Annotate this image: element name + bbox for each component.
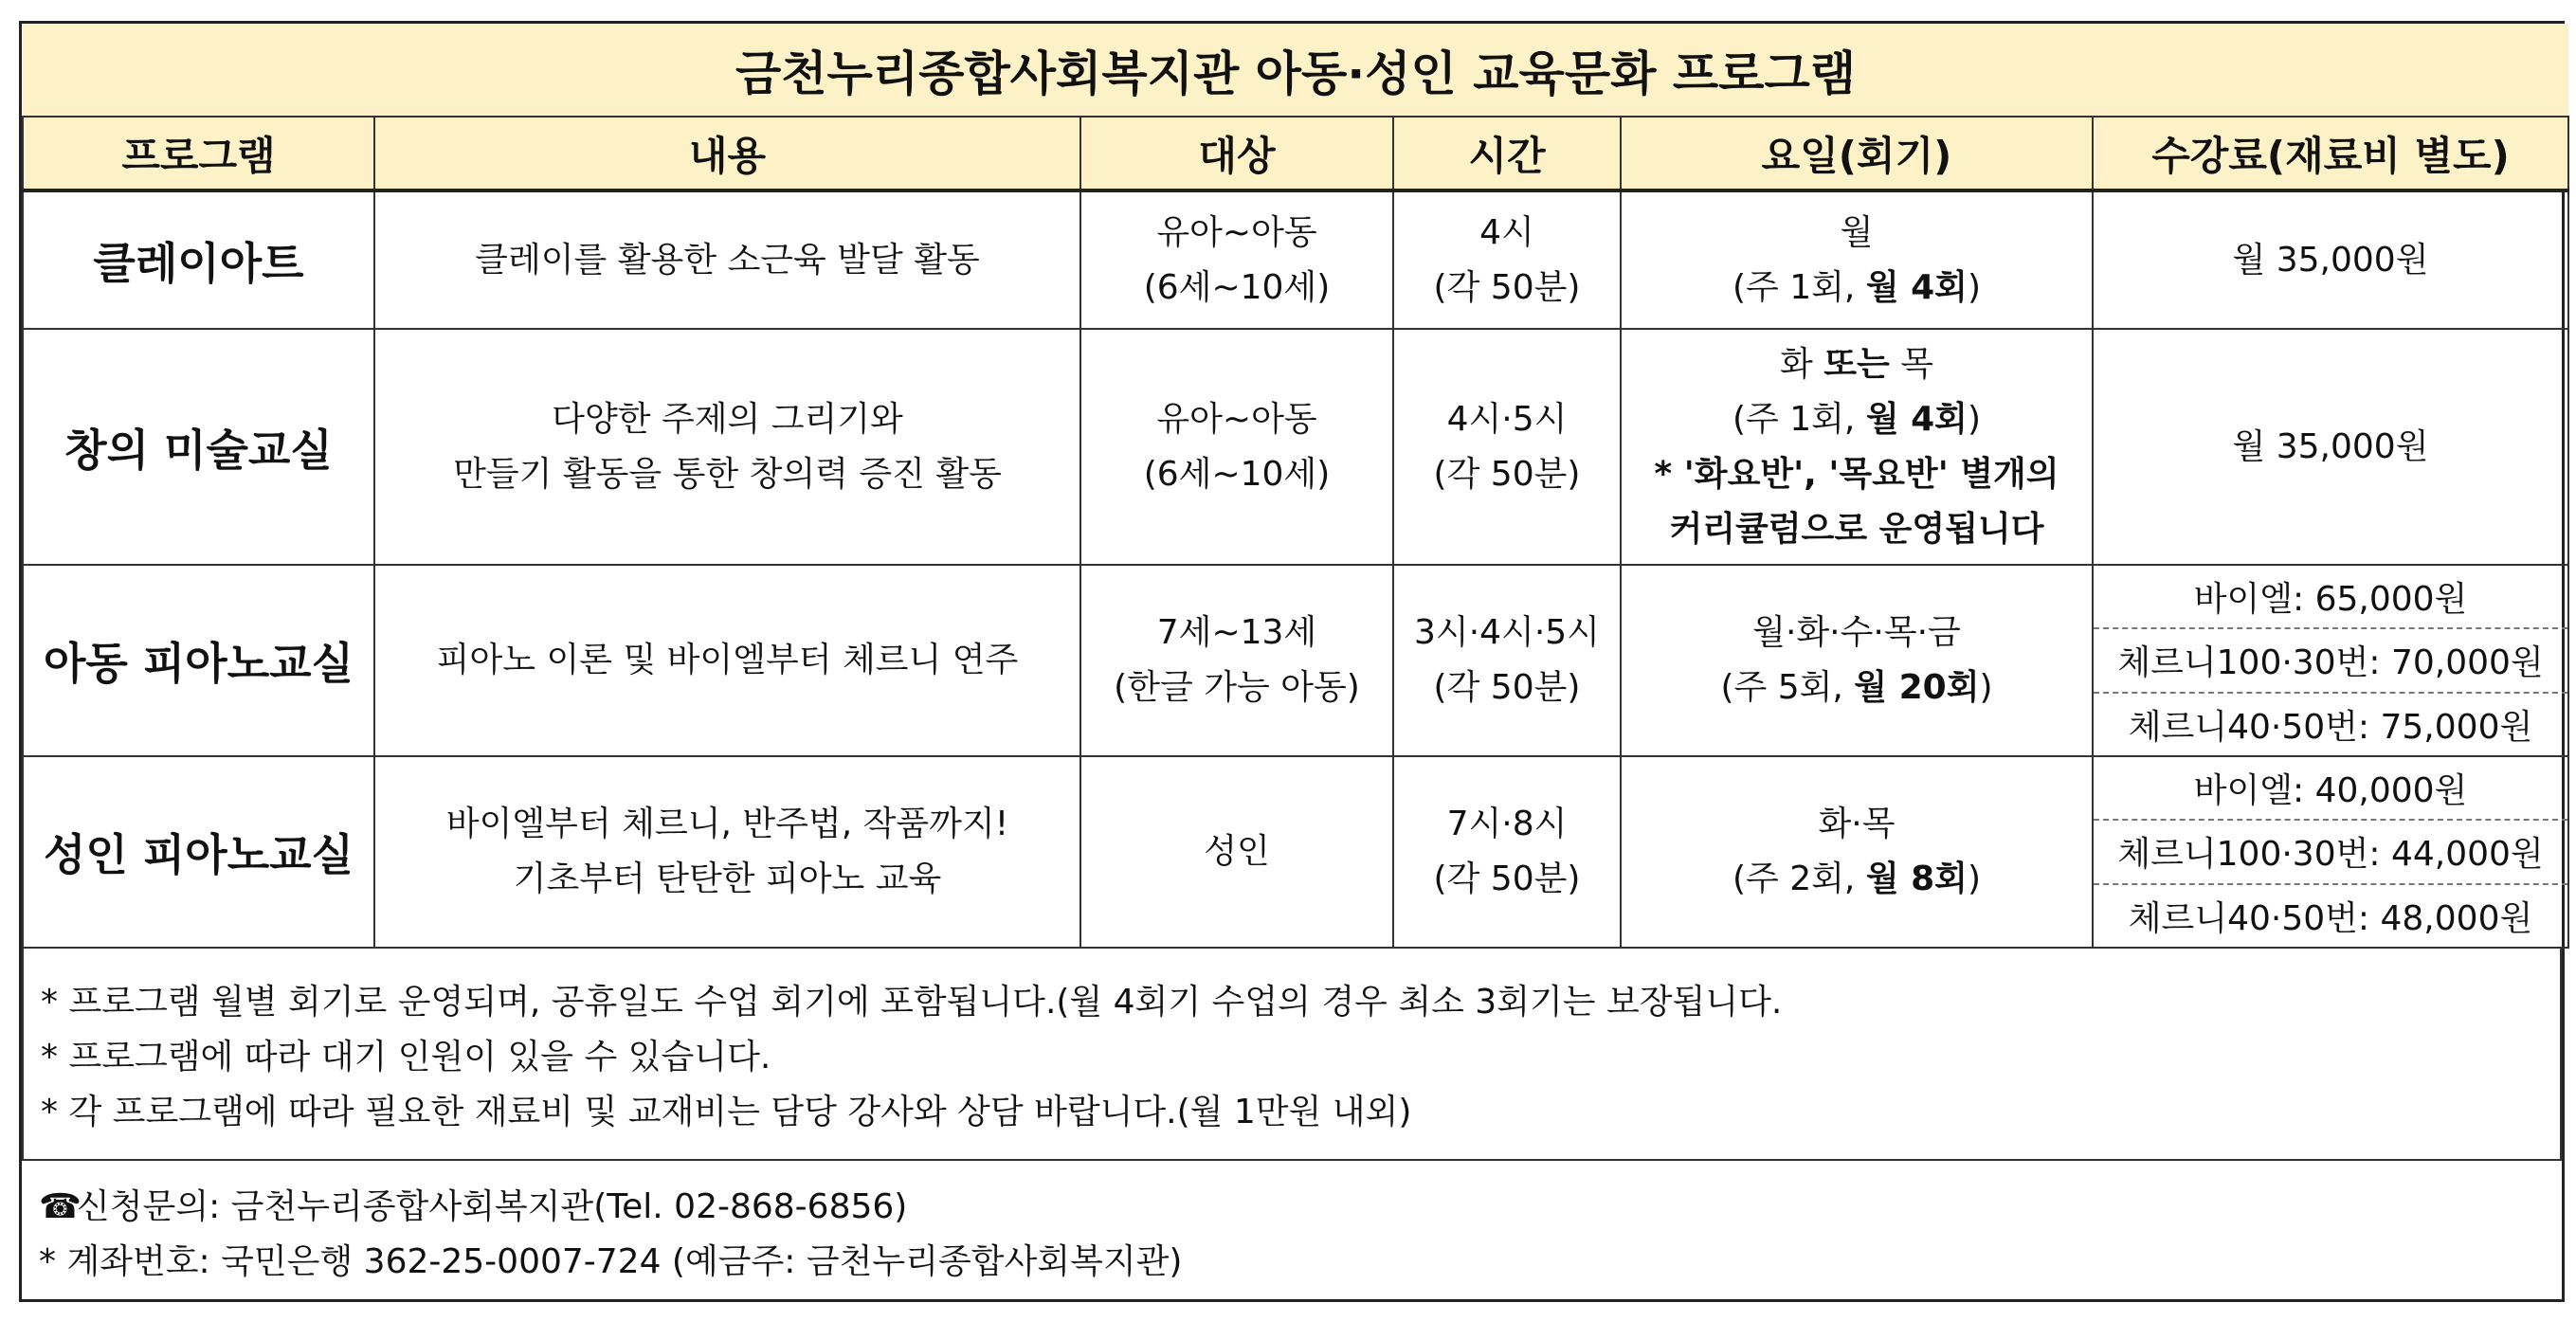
program-content: 다양한 주제의 그리기와 만들기 활동을 통한 창의력 증진 활동 — [374, 329, 1080, 565]
notes-section — [22, 949, 2562, 1161]
program-target: 7세~13세 (한글 가능 아동) — [1080, 565, 1393, 756]
note-line: * 프로그램에 따라 대기 인원이 있을 수 있습니다. — [41, 1038, 771, 1077]
table-row — [23, 329, 2568, 565]
program-time: 3시·4시·5시 (각 50분) — [1393, 565, 1621, 756]
header-time: 시간 — [1393, 117, 1621, 190]
header-target: 대상 — [1080, 117, 1393, 190]
program-days: 월 (주 1회, 월 4회) — [1621, 190, 2093, 329]
program-table — [22, 24, 2569, 949]
header-fee: 수강료(재료비 별도) — [2093, 117, 2568, 190]
header-content: 내용 — [374, 117, 1080, 190]
program-fee: 월 35,000원 — [2093, 329, 2568, 565]
program-target: 유아~아동 (6세~10세) — [1080, 329, 1393, 565]
fee-tier: 바이엘: 65,000원 — [2193, 580, 2468, 620]
inquiry-text: 신청문의: 금천누리종합사회복지관(Tel. 02-868-6856) — [77, 1187, 908, 1226]
program-time: 7시·8시 (각 50분) — [1393, 756, 1621, 948]
phone-icon: ☎ — [39, 1187, 82, 1226]
program-time: 4시 (각 50분) — [1393, 190, 1621, 329]
fee-tier: 체르니100·30번: 44,000원 — [2094, 819, 2567, 882]
program-content: 바이엘부터 체르니, 반주법, 작품까지! 기초부터 탄탄한 피아노 교육 — [374, 756, 1080, 948]
fee-tier: 체르니40·50번: 75,000원 — [2094, 692, 2567, 755]
fee-tier: 바이엘: 40,000원 — [2193, 771, 2468, 811]
program-time: 4시·5시 (각 50분) — [1393, 329, 1621, 565]
program-days: 화 또는 목 (주 1회, 월 4회) * '화요반', '목요반' 별개의 커리큘럼으로 운영됩니다 — [1621, 329, 2093, 565]
table-row — [23, 756, 2568, 948]
program-sheet — [19, 21, 2565, 1302]
program-days: 월·화·수·목·금 (주 5회, 월 20회) — [1621, 565, 2093, 756]
header-program: 프로그램 — [23, 117, 374, 190]
program-content: 클레이를 활용한 소근육 발달 활동 — [374, 190, 1080, 329]
program-fee — [2093, 565, 2568, 756]
program-fee: 월 35,000원 — [2093, 190, 2568, 329]
program-content: 피아노 이론 및 바이엘부터 체르니 연주 — [374, 565, 1080, 756]
program-name: 클레이아트 — [23, 190, 374, 329]
contact-section — [22, 1161, 2562, 1290]
table-row — [23, 190, 2568, 329]
fee-tier: 체르니100·30번: 70,000원 — [2094, 627, 2567, 691]
inquiry-line — [39, 1180, 2562, 1235]
program-days: 화·목 (주 2회, 월 8회) — [1621, 756, 2093, 948]
program-fee — [2093, 756, 2568, 948]
note-line: * 프로그램 월별 회기로 운영되며, 공휴일도 수업 회기에 포함됩니다.(월 4회기 수업의 경우 최소 3회기는 보장됩니다. — [41, 983, 1783, 1022]
program-name: 창의 미술교실 — [23, 329, 374, 565]
fee-tier: 체르니40·50번: 48,000원 — [2094, 883, 2567, 947]
program-name: 아동 피아노교실 — [23, 565, 374, 756]
program-target: 성인 — [1080, 756, 1393, 948]
note-line: * 각 프로그램에 따라 필요한 재료비 및 교재비는 담당 강사와 상담 바랍니다.(월 1만원 내외) — [41, 1093, 1412, 1131]
table-row — [23, 565, 2568, 756]
header-days: 요일(회기) — [1621, 117, 2093, 190]
page-title: 금천누리종합사회복지관 아동·성인 교육문화 프로그램 — [23, 24, 2568, 117]
program-name: 성인 피아노교실 — [23, 756, 374, 948]
program-target: 유아~아동 (6세~10세) — [1080, 190, 1393, 329]
account-line: * 계좌번호: 국민은행 362-25-0007-724 (예금주: 금천누리종합사회복지관) — [39, 1242, 1183, 1281]
